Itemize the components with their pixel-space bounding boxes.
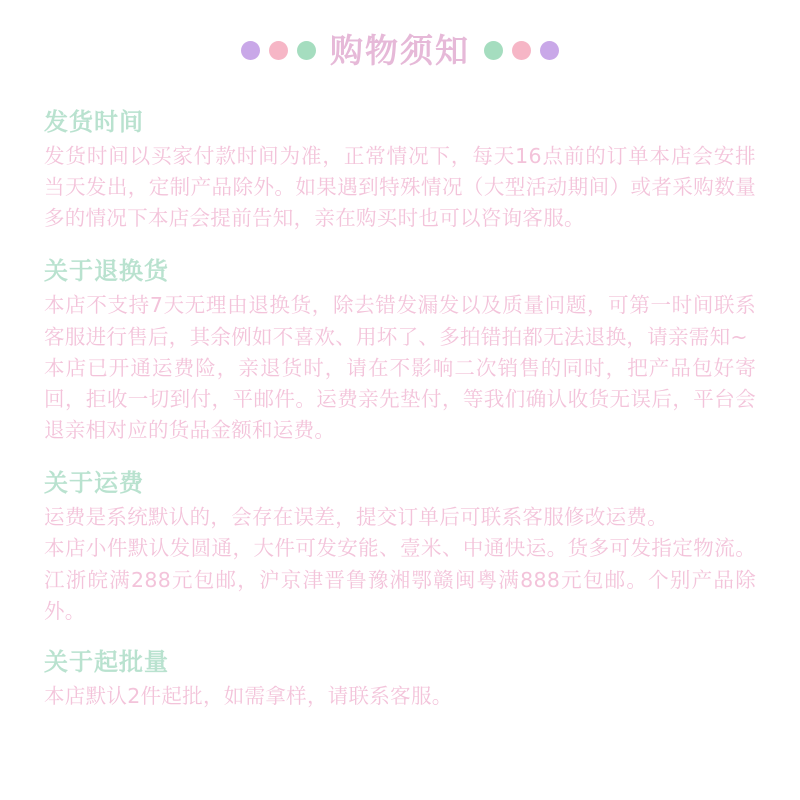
decorative-dot-pink-left	[269, 41, 288, 60]
paragraph: 本店小件默认发圆通，大件可发安能、壹米、中通快运。货多可发指定物流。江浙皖满288元包邮，沪京津晋鲁豫湘鄂赣闽粤满888元包邮。个别产品除外。	[44, 536, 756, 623]
decorative-dot-pink-right	[512, 41, 531, 60]
section-heading: 发货时间	[44, 108, 144, 136]
decorative-dot-green-right	[484, 41, 503, 60]
paragraph: 本店已开通运费险，亲退货时，请在不影响二次销售的同时，把产品包好寄回，拒收一切到付，平邮件。运费亲先垫付，等我们确认收货无误后，平台会退亲相对应的货品金额和运费。	[44, 355, 756, 443]
section-minimum-order	[44, 647, 756, 712]
section-body	[44, 681, 756, 712]
section-body	[44, 141, 756, 234]
paragraph: 本店默认2件起批，如需拿样，请联系客服。	[44, 683, 453, 708]
section-heading: 关于退换货	[44, 257, 169, 286]
section-body	[44, 502, 756, 627]
decorative-dot-green-left	[297, 41, 316, 60]
paragraph: 运费是系统默认的，会存在误差，提交订单后可联系客服修改运费。	[44, 505, 668, 530]
page-title: 购物须知	[330, 31, 470, 70]
section-body	[44, 290, 756, 446]
section-shipping-fee	[44, 468, 756, 627]
page-header	[44, 0, 756, 85]
paragraph: 本店不支持7天无理由退换货，除去错发漏发以及质量问题，可第一时间联系客服进行售后，其余例如不喜欢、用坏了、多拍错拍都无法退换，请亲需知~	[44, 293, 756, 349]
section-returns-exchanges	[44, 256, 756, 446]
section-heading: 关于起批量	[44, 647, 169, 676]
section-shipping-time	[44, 107, 756, 234]
header-dots-right	[484, 41, 559, 60]
decorative-dot-purple-left	[241, 41, 260, 60]
paragraph: 发货时间以买家付款时间为准，正常情况下，每天16点前的订单本店会安排当天发出，定制产品除外。如果遇到特殊情况（大型活动期间）或者采购数量多的情况下本店会提前告知，亲在购买时也可以咨询客服。	[44, 144, 756, 231]
decorative-dot-purple-right	[540, 41, 559, 60]
section-heading: 关于运费	[44, 469, 144, 498]
header-dots-left	[241, 41, 316, 60]
